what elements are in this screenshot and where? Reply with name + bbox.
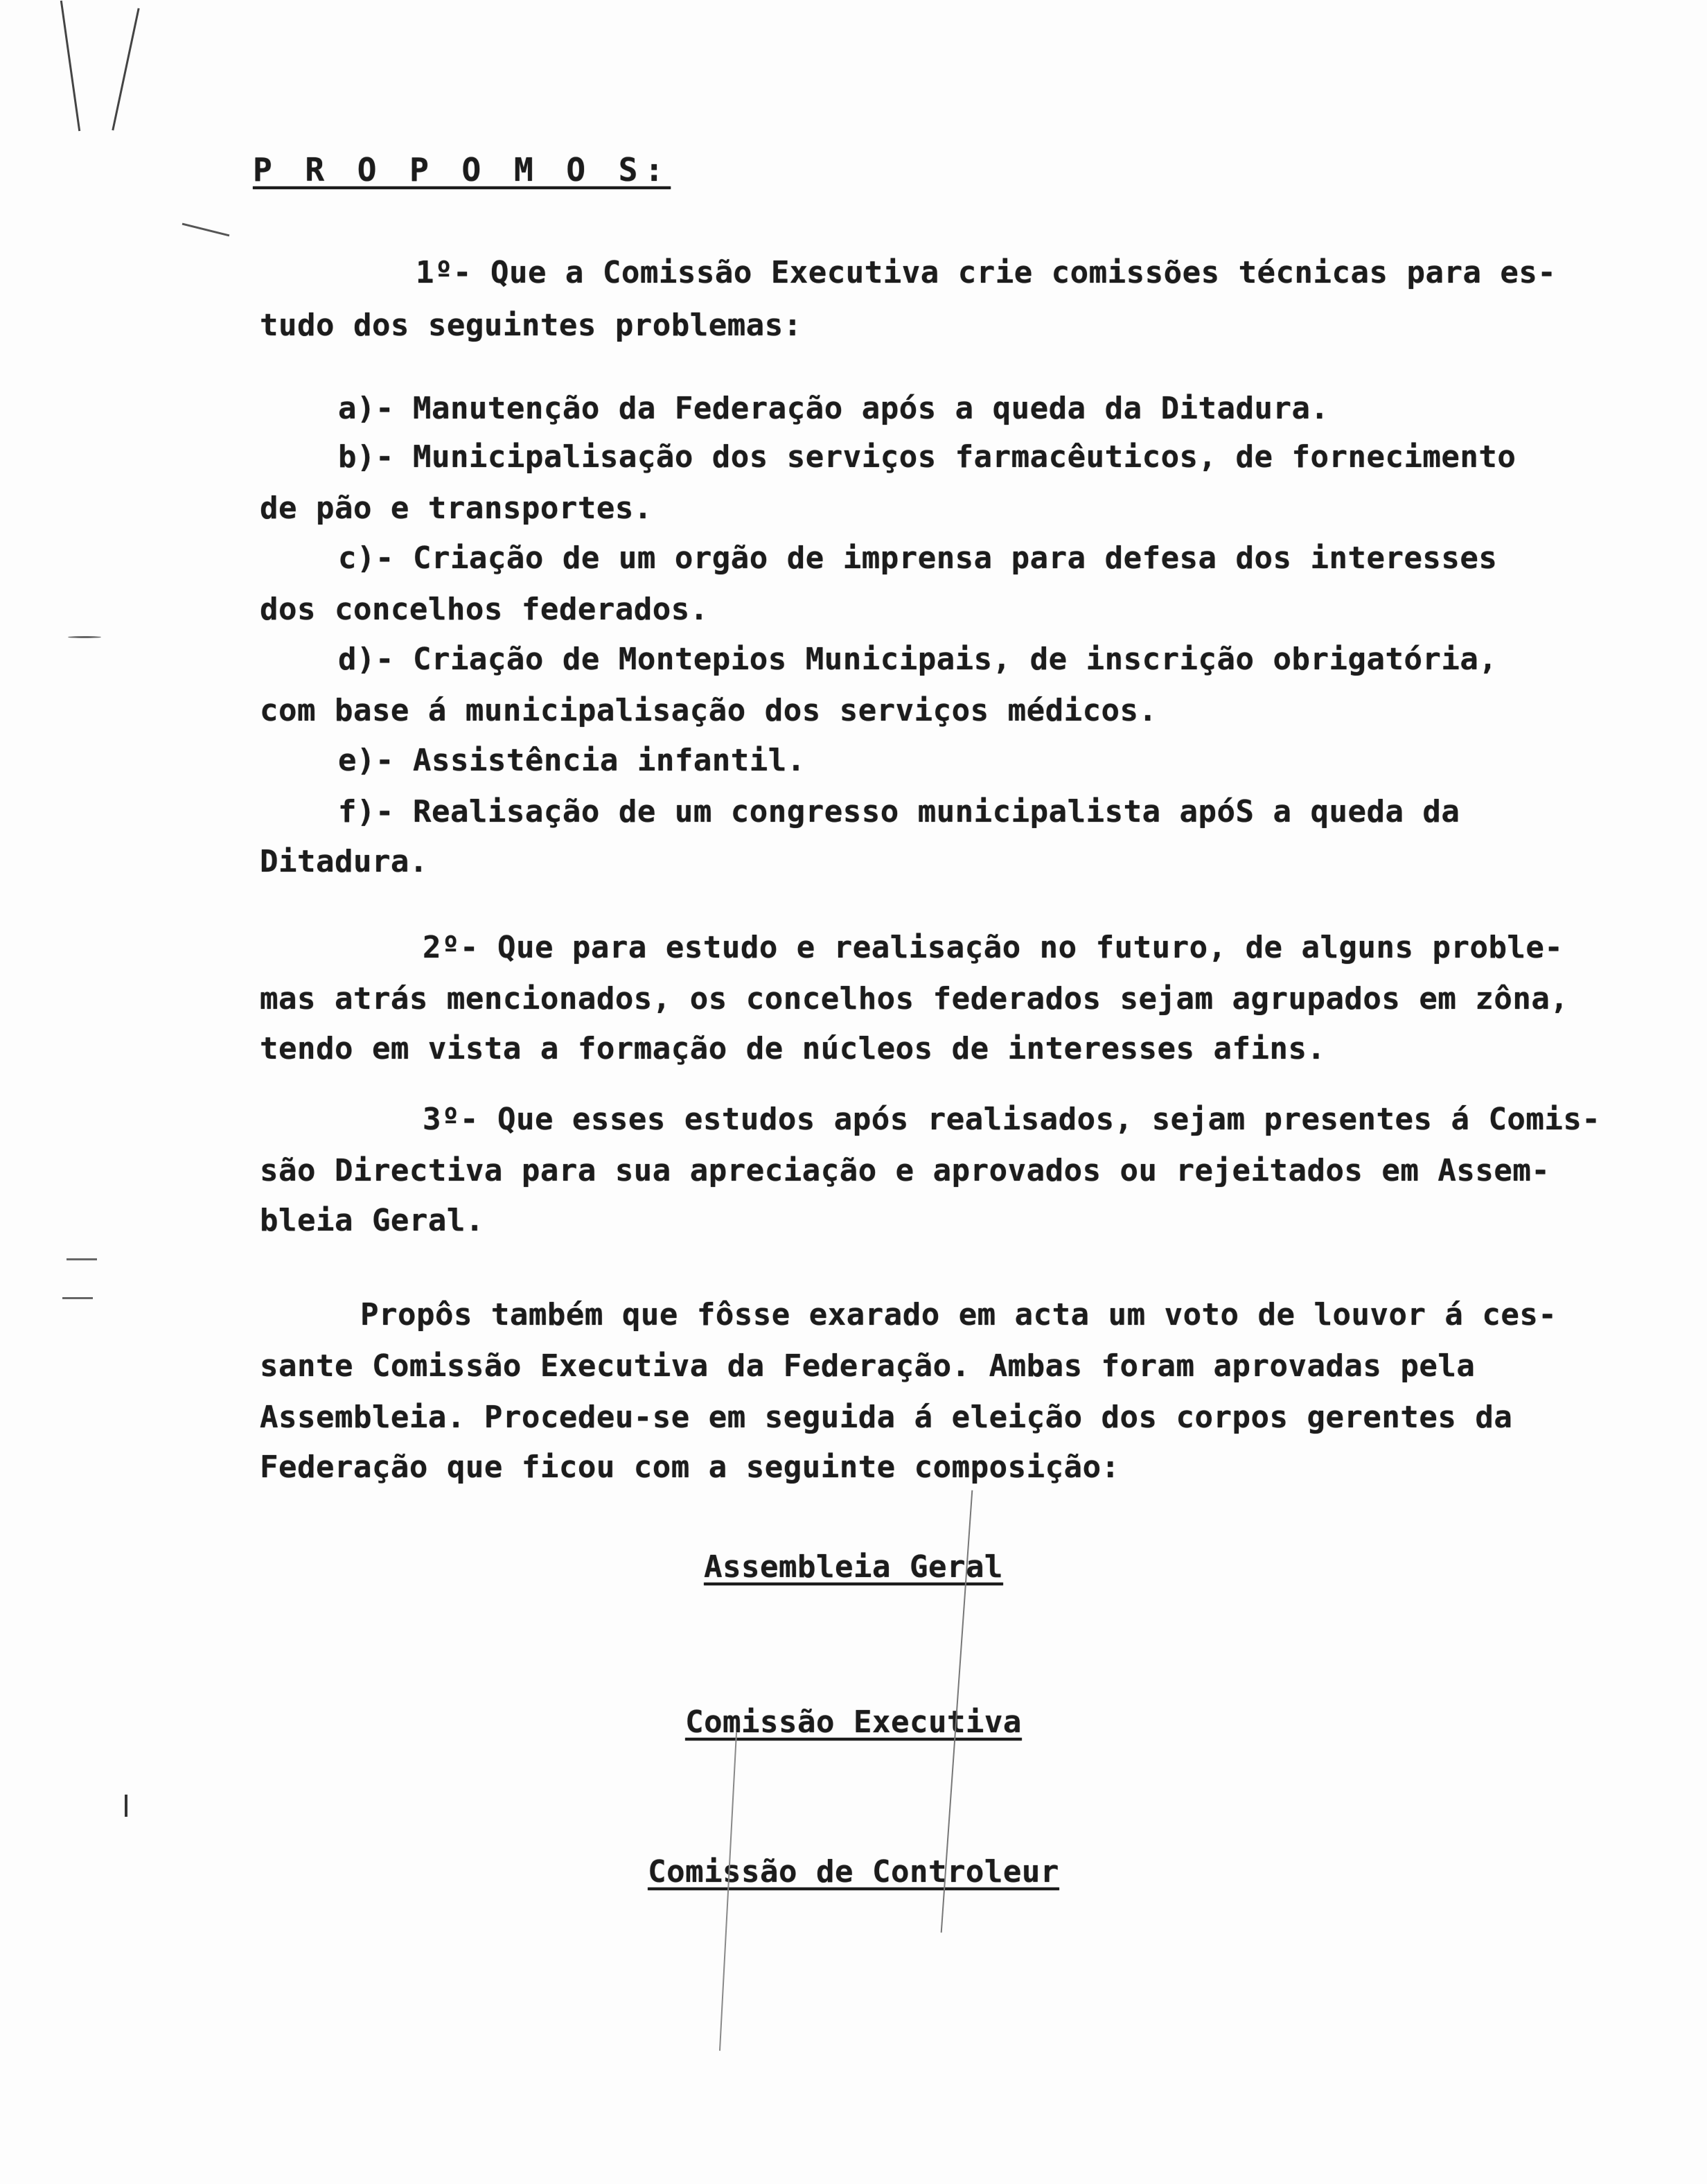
margin-dash-mark	[182, 223, 230, 237]
item1-line-1: 1º- Que a Comissão Executiva crie comissões técnicas para es-	[416, 255, 1557, 290]
margin-curve-mark-3	[67, 1258, 97, 1260]
subitem-b-line-2: de pão e transportes.	[260, 491, 653, 526]
page-heading: P R O P O M O S:	[253, 151, 671, 188]
item3-line-2: são Directiva para sua apreciação e aprovados ou rejeitados em Assem-	[260, 1153, 1550, 1188]
item3-line-1: 3º- Que esses estudos após realisados, sejam presentes á Comis-	[423, 1102, 1601, 1137]
subitem-e: e)- Assistência infantil.	[338, 743, 806, 778]
margin-scratch-mark-2	[112, 8, 139, 131]
subitem-c-line-1: c)- Criação de um orgão de imprensa para defesa dos interesses	[338, 540, 1498, 576]
margin-curve-mark-2	[62, 1297, 93, 1299]
subitem-f-line-1: f)- Realisação de um congresso municipalista apóS a queda da	[338, 794, 1460, 829]
item1-line-2: tudo dos seguintes problemas:	[260, 308, 802, 343]
closing-line-4: Federação que ficou com a seguinte composição:	[260, 1450, 1120, 1485]
pencil-stroke-2	[719, 1732, 737, 2050]
subitem-d-line-1: d)- Criação de Montepios Municipais, de inscrição obrigatória,	[338, 642, 1498, 677]
item3-line-3: bleia Geral.	[260, 1203, 484, 1238]
subitem-f-line-2: Ditadura.	[260, 844, 428, 879]
closing-line-2: sante Comissão Executiva da Federação. Ambas foram aprovadas pela	[260, 1348, 1476, 1384]
subitem-d-line-2: com base á municipalisação dos serviços médicos.	[260, 693, 1158, 728]
item2-line-3: tendo em vista a formação de núcleos de interesses afins.	[260, 1031, 1326, 1066]
margin-tick-mark	[125, 1795, 127, 1817]
margin-scratch-mark	[60, 1, 80, 132]
subitem-c-line-2: dos concelhos federados.	[260, 592, 709, 627]
closing-line-1: Propôs também que fôsse exarado em acta um voto de louvor á ces-	[360, 1297, 1557, 1332]
item2-line-1: 2º- Que para estudo e realisação no futuro, de alguns proble-	[423, 930, 1564, 965]
subitem-b-line-1: b)- Municipalisação dos serviços farmacêuticos, de fornecimento	[338, 439, 1516, 475]
closing-line-3: Assembleia. Procedeu-se em seguida á eleição dos corpos gerentes da	[260, 1400, 1513, 1435]
margin-curve-mark	[68, 636, 101, 638]
section-comissao-executiva: Comissão Executiva	[685, 1705, 1022, 1740]
subitem-a: a)- Manutenção da Federação após a queda da Ditadura.	[338, 391, 1329, 426]
section-comissao-controleur: Comissão de Controleur	[648, 1854, 1059, 1890]
section-assembleia-geral: Assembleia Geral	[704, 1549, 1003, 1585]
item2-line-2: mas atrás mencionados, os concelhos federados sejam agrupados em zôna,	[260, 981, 1569, 1016]
